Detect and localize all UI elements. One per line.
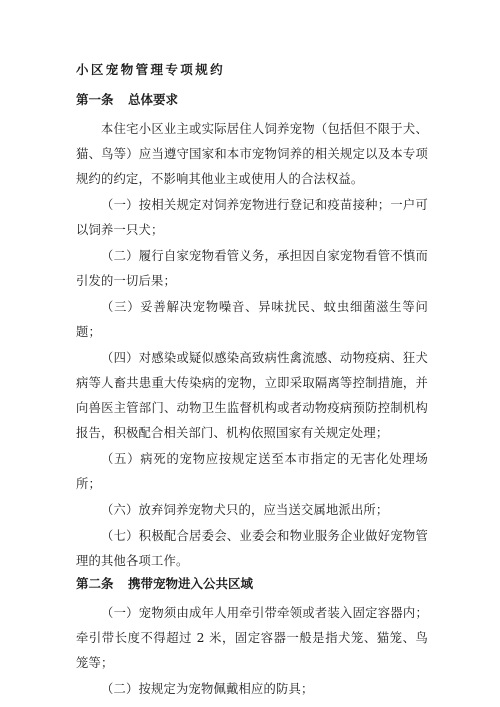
paragraph: （七）积极配合居委会、业委会和物业服务企业做好宠物管理的其他各项工作。 bbox=[76, 529, 428, 568]
paragraph: （五）病死的宠物应按规定送至本市指定的无害化处理场所； bbox=[76, 452, 428, 491]
paragraph: （四）对感染或疑似感染高致病性禽流感、动物疫病、狂犬病等人畜共患重大传染病的宠物，立即采取隔离等控制措施，并向兽医主管部门、动物卫生监督机构或者动物疫病预防控制机构报告，积极配合相关部门、机构依照国家有关规定处理； bbox=[76, 351, 428, 440]
section-heading bbox=[76, 576, 428, 592]
paragraph: （二）履行自家宠物看管义务，承担因自家宠物看管不慎而引发的一切后果； bbox=[76, 249, 428, 288]
paragraph: （一）宠物须由成年人用牵引带牵领或者装入固定容器内；牵引带长度不得超过 2 米，固定容器一般是指犬笼、猫笼、鸟笼等； bbox=[76, 606, 428, 670]
article-number: 第二条 bbox=[76, 576, 114, 591]
document-title: 小区宠物管理专项规约 bbox=[76, 62, 226, 77]
article-heading: 总体要求 bbox=[128, 92, 179, 107]
section-heading bbox=[76, 92, 428, 108]
section-article-2 bbox=[76, 576, 428, 702]
document-body bbox=[76, 62, 428, 703]
paragraph: （三）妥善解决宠物噪音、异味扰民、蚊虫细菌滋生等问题； bbox=[76, 300, 428, 339]
paragraph: （六）放弃饲养宠物犬只的，应当送交属地派出所； bbox=[101, 503, 389, 517]
paragraph: 本住宅小区业主或实际居住人饲养宠物（包括但不限于犬、猫、鸟等）应当遵守国家和本市宠物饲养的相关规定以及本专项规约的约定，不影响其他业主或使用人的合法权益。 bbox=[76, 122, 428, 186]
paragraph: （二）按规定为宠物佩戴相应的防具； bbox=[101, 682, 314, 696]
article-number: 第一条 bbox=[76, 92, 114, 107]
paragraph: （一）按相关规定对饲养宠物进行登记和疫苗接种；一户可以饲养一只犬； bbox=[76, 198, 428, 237]
section-article-1 bbox=[76, 92, 428, 574]
article-heading: 携带宠物进入公共区域 bbox=[128, 576, 254, 591]
